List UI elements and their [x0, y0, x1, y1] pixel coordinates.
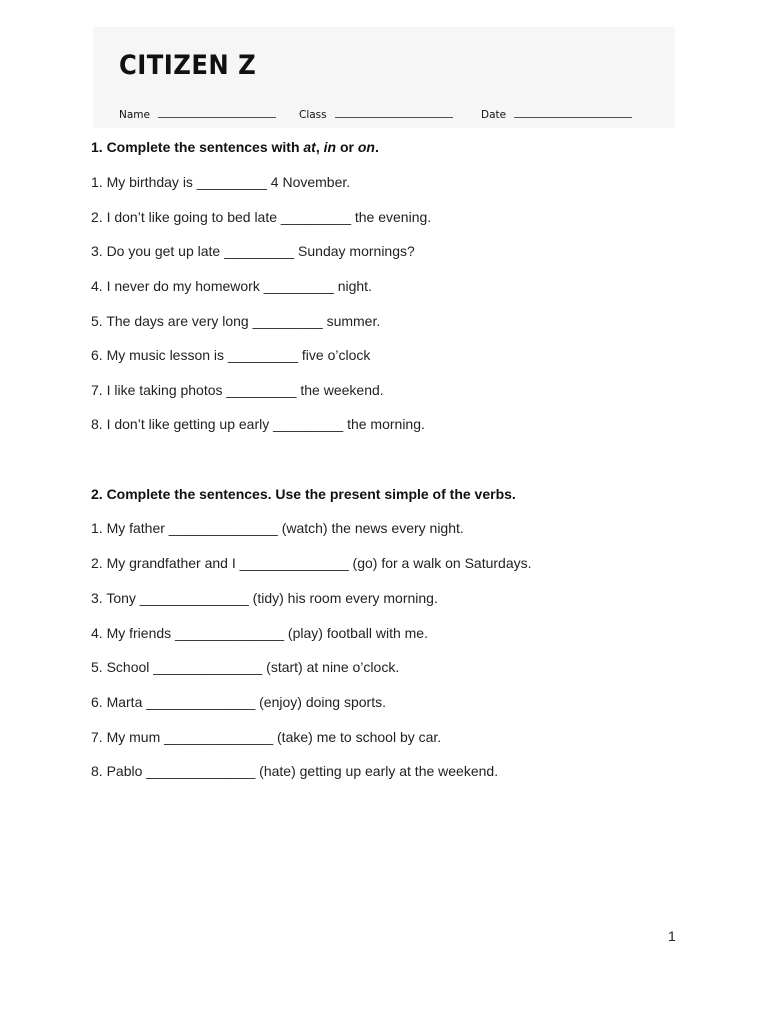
- name-field[interactable]: [119, 109, 276, 121]
- date-blank-line[interactable]: [514, 109, 632, 118]
- student-info-row: [119, 109, 639, 125]
- section2-sentence-4: 4. My friends ______________ (play) football with me.: [91, 625, 428, 641]
- name-label: Name: [119, 109, 150, 121]
- option-in: in: [323, 139, 337, 155]
- class-blank-line[interactable]: [335, 109, 453, 118]
- section2-sentence-8: 8. Pablo ______________ (hate) getting up early at the weekend.: [91, 763, 499, 779]
- section1-sentence-3: 3. Do you get up late _________ Sunday mornings?: [91, 243, 415, 259]
- page-number: 1: [668, 928, 676, 944]
- section2-sentence-2: 2. My grandfather and I ______________ (go) for a walk on Saturdays.: [91, 555, 532, 571]
- section1-sentence-8: 8. I don’t like getting up early _________ the morning.: [91, 416, 425, 432]
- section1-sentence-4: 4. I never do my homework _________ night.: [91, 278, 372, 294]
- section2-heading: 2. Complete the sentences. Use the present simple of the verbs.: [91, 486, 516, 502]
- section1-sentence-1: 1. My birthday is _________ 4 November.: [91, 174, 351, 190]
- section1-heading-suffix: .: [374, 139, 379, 155]
- class-label: Class: [299, 109, 327, 121]
- option-at: at: [303, 139, 316, 155]
- section2-sentence-6: 6. Marta ______________ (enjoy) doing sports.: [91, 694, 386, 710]
- section1-sentence-2: 2. I don’t like going to bed late _________ the evening.: [91, 209, 432, 225]
- brand-title: CITIZEN Z: [119, 50, 257, 81]
- section2-sentence-1: 1. My father ______________ (watch) the news every night.: [91, 520, 464, 536]
- section1-sentence-5: 5. The days are very long _________ summer.: [91, 313, 381, 329]
- section1-sep2: or: [336, 139, 358, 155]
- option-on: on: [357, 139, 375, 155]
- section1-heading-prefix: 1. Complete the sentences with: [91, 139, 304, 155]
- date-label: Date: [481, 109, 507, 121]
- date-field[interactable]: [481, 109, 632, 121]
- section1-sentence-7: 7. I like taking photos _________ the weekend.: [91, 382, 384, 398]
- section2-sentence-5: 5. School ______________ (start) at nine o’clock.: [91, 659, 400, 675]
- section2-sentence-7: 7. My mum ______________ (take) me to school by car.: [91, 729, 442, 745]
- name-blank-line[interactable]: [158, 109, 276, 118]
- section1-heading: [91, 139, 379, 155]
- section1-sentence-6: 6. My music lesson is _________ five o’clock: [91, 347, 371, 363]
- section1-sep1: ,: [315, 139, 324, 155]
- section2-sentence-3: 3. Tony ______________ (tidy) his room every morning.: [91, 590, 438, 606]
- class-field[interactable]: [299, 109, 453, 121]
